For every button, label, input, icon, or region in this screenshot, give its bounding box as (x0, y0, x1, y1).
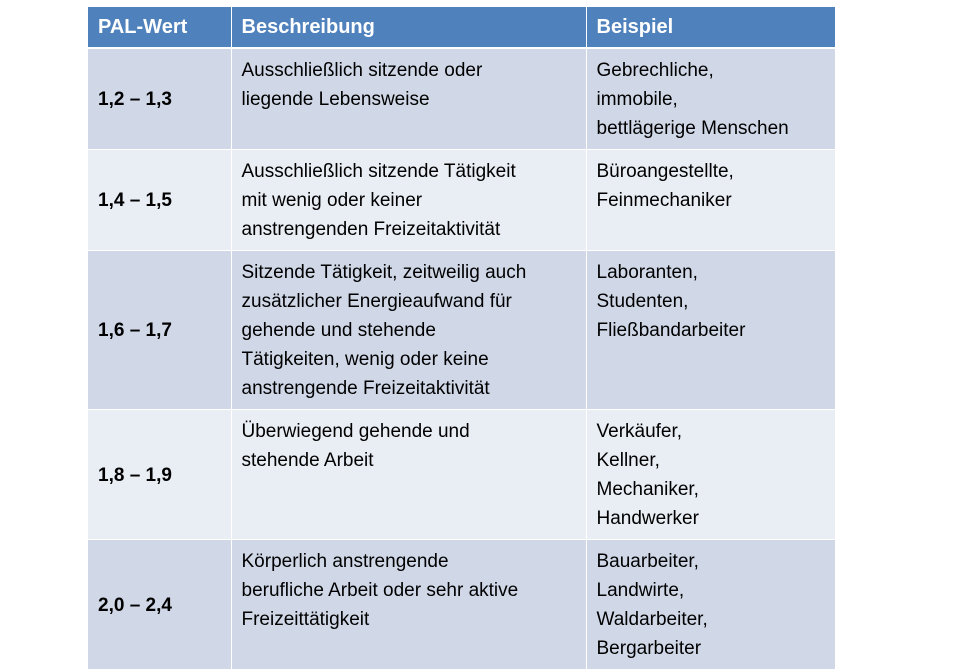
header-example: Beispiel (586, 7, 835, 48)
pal-table (88, 7, 835, 670)
description-cell: Ausschließlich sitzende oder liegende Lebensweise (231, 48, 586, 150)
description-cell: Körperlich anstrengende berufliche Arbeit oder sehr aktive Freizeittätigkeit (231, 540, 586, 670)
table-row (88, 251, 835, 410)
pal-value-cell: 1,2 – 1,3 (88, 48, 231, 150)
example-cell: Verkäufer, Kellner, Mechaniker, Handwerker (586, 410, 835, 540)
header-description: Beschreibung (231, 7, 586, 48)
pal-value-cell: 1,4 – 1,5 (88, 150, 231, 251)
table-row (88, 540, 835, 670)
description-cell: Sitzende Tätigkeit, zeitweilig auch zusätzlicher Energieaufwand für gehende und stehende Tätigkeiten, wenig oder keine anstrengende Freizeitaktivität (231, 251, 586, 410)
pal-value-cell: 1,6 – 1,7 (88, 251, 231, 410)
header-pal-value: PAL-Wert (88, 7, 231, 48)
table-row (88, 410, 835, 540)
table-row (88, 48, 835, 150)
table-header-row (88, 7, 835, 48)
pal-value-cell: 2,0 – 2,4 (88, 540, 231, 670)
example-cell: Büroangestellte, Feinmechaniker (586, 150, 835, 251)
example-cell: Bauarbeiter, Landwirte, Waldarbeiter, Bergarbeiter (586, 540, 835, 670)
pal-table-container (88, 7, 835, 659)
example-cell: Laboranten, Studenten, Fließbandarbeiter (586, 251, 835, 410)
description-cell: Überwiegend gehende und stehende Arbeit (231, 410, 586, 540)
pal-value-cell: 1,8 – 1,9 (88, 410, 231, 540)
table-row (88, 150, 835, 251)
description-cell: Ausschließlich sitzende Tätigkeit mit wenig oder keiner anstrengenden Freizeitaktivität (231, 150, 586, 251)
example-cell: Gebrechliche, immobile, bettlägerige Menschen (586, 48, 835, 150)
